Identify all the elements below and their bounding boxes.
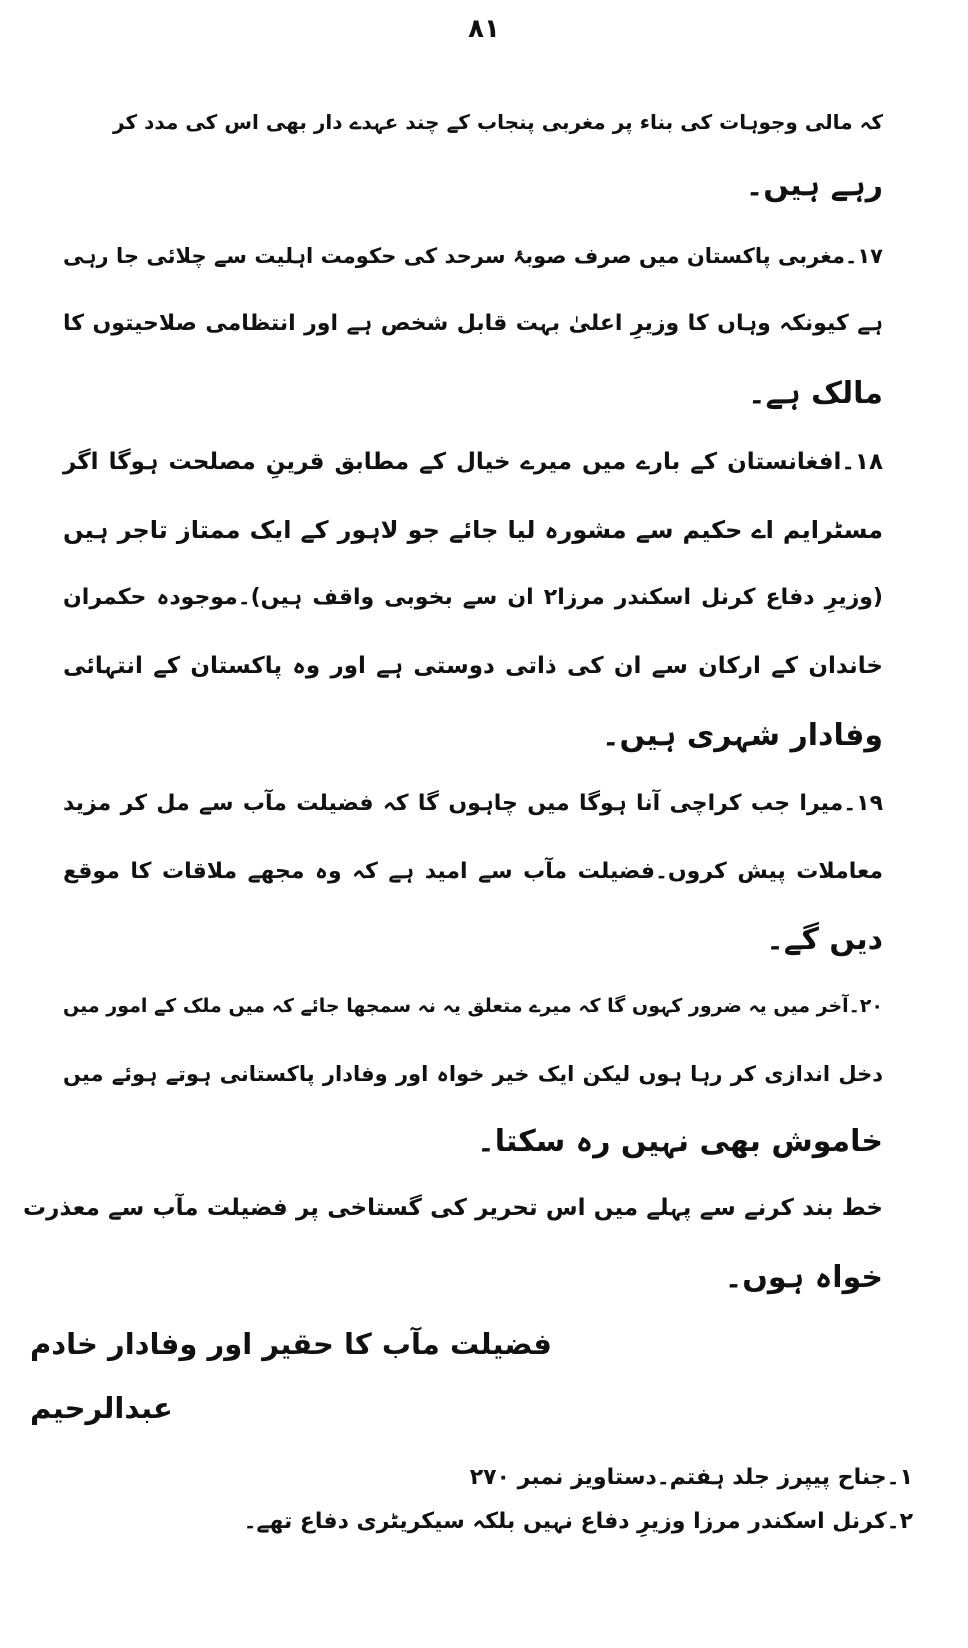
paragraph-19-line: ۱۹۔میرا جب کراچی آنا ہوگا میں چاہوں گا کہ فضیلت مآب سے مل کر مزید <box>63 791 883 816</box>
paragraph-20-line: ۲۰۔آخر میں یہ ضرور کہوں گا کہ میرے متعلق یہ نہ سمجھا جائے کہ میں ملک کے امور میں <box>63 995 883 1017</box>
signoff-name: عبدالرحیم <box>30 1391 173 1425</box>
body-line: (وزیرِ دفاع کرنل اسکندر مرزا۲ ان سے بخوبی واقف ہیں)۔موجودہ حکمران <box>63 585 883 610</box>
page-number: ۸۱ <box>468 14 500 44</box>
footnote-1: ۱۔جناح پیپرز جلد ہفتم۔دستاویز نمبر ۲۷۰ <box>469 1465 913 1490</box>
body-line: مسٹرایم اے حکیم سے مشورہ لیا جائے جو لاہور کے ایک ممتاز تاجر ہیں <box>63 516 883 544</box>
body-line: دیں گے۔ <box>766 922 883 957</box>
body-line: خواہ ہوں۔ <box>724 1260 883 1295</box>
body-line: دخل اندازی کر رہا ہوں لیکن ایک خیر خواہ اور وفادار پاکستانی ہوتے ہوئے میں <box>63 1062 883 1086</box>
paragraph-18-line: ۱۸۔افغانستان کے بارے میں میرے خیال کے مطابق قرینِ مصلحت ہوگا اگر <box>63 449 883 475</box>
body-line: وفادار شہری ہیں۔ <box>601 718 883 753</box>
body-line: کہ مالی وجوہات کی بناء پر مغربی پنجاب کے چند عہدے دار بھی اس کی مدد کر <box>113 110 883 134</box>
footnote-2: ۲۔کرنل اسکندر مرزا وزیرِ دفاع نہیں بلکہ سیکریٹری دفاع تھے۔ <box>243 1509 913 1534</box>
body-line: معاملات پیش کروں۔فضیلت مآب سے امید ہے کہ وہ مجھے ملاقات کا موقع <box>63 859 883 884</box>
body-line: خاموش بھی نہیں رہ سکتا۔ <box>477 1124 883 1159</box>
paragraph-17-line: ۱۷۔مغربی پاکستان میں صرف صوبۂ سرحد کی حکومت اہلیت سے چلائی جا رہی <box>63 244 883 268</box>
body-line: مالک ہے۔ <box>748 376 883 411</box>
body-line: خاندان کے ارکان سے ان کی ذاتی دوستی ہے اور وہ پاکستان کے انتہائی <box>63 653 883 679</box>
closing-paragraph-line: خط بند کرنے سے پہلے میں اس تحریر کی گستاخی پر فضیلت مآب سے معذرت <box>23 1195 883 1221</box>
body-line: ہے کیونکہ وہاں کا وزیرِ اعلیٰ بہت قابل شخص ہے اور انتظامی صلاحیتوں کا <box>63 311 883 336</box>
signoff-closing: فضیلت مآب کا حقیر اور وفادار خادم <box>30 1327 552 1361</box>
body-line: رہے ہیں۔ <box>745 168 883 203</box>
